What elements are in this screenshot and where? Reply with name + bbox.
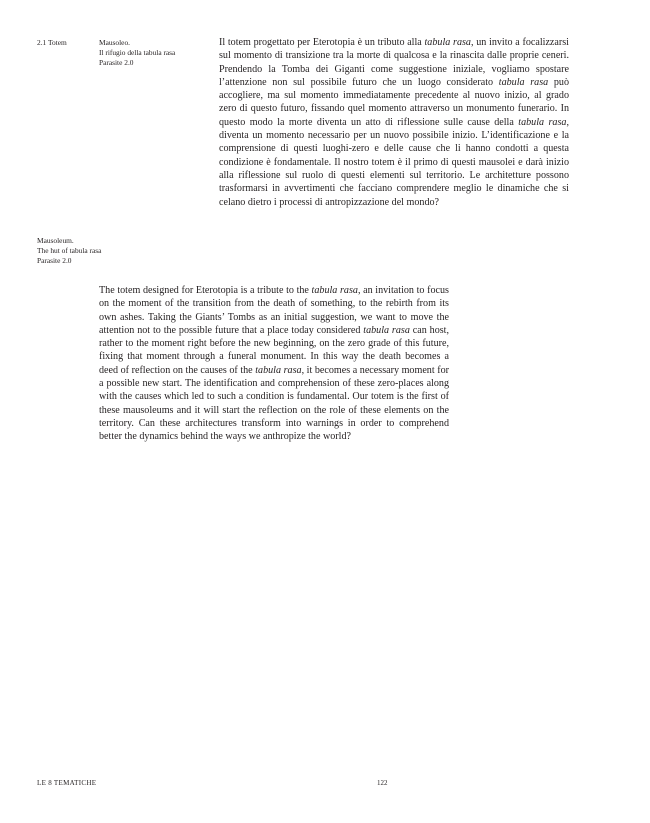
caption-it-subtitle: Il rifugio della tabula rasa xyxy=(99,48,176,57)
body-it-part: , un invito a focalizzarsi sul momento di transizione tra la morte di qualcosa e la rinascita dalle proprie ceneri. Prendendo la Tomba dei Giganti come suggestione iniziale, vogliamo spostare l’attenzione non sul possibile futuro che un luogo considerato xyxy=(219,37,569,88)
caption-en-author: Parasite 2.0 xyxy=(37,256,72,265)
caption-it-title: Mausoleo. xyxy=(99,38,130,47)
caption-en-title: Mausoleum. xyxy=(37,236,74,245)
body-en-part: , an invitation to focus on the moment of the transition from the death of something, to the rebirth from its own ashes. Taking the Giants’ Tombs as an initial suggestion, we want to move the attention not to the possible future that a place today considered xyxy=(99,285,449,336)
footer-chapter: LE 8 TEMATICHE xyxy=(37,779,97,787)
section-label: 2.1 Totem xyxy=(37,38,67,47)
caption-italian xyxy=(99,38,209,68)
caption-english xyxy=(37,236,157,266)
body-en-part: can host, rather to the moment right before the new beginning, on the zero grade of this future, fixing that moment through a funeral monument. In this way the death becomes a deed of reflection on the causes of the xyxy=(99,324,449,376)
body-it-part: , diventa un momento necessario per un nuovo possibile inizio. L’identificazione e la comprensione di questi luoghi-zero e delle cause che li hanno condotti a questa condizione è fondamentale. Il nostro totem è il primo di questi mausolei e darà inizio alla riflessione sul ruolo di questi elementi sul territorio. Le architetture possono trasformarsi in avvertimenti che facciano comprendere meglio le dinamiche che si celano dietro i processi di antropizzazione del mondo? xyxy=(219,116,569,208)
body-text-italian xyxy=(219,36,569,209)
body-text-english xyxy=(99,284,449,444)
body-en-emphasis: tabula rasa xyxy=(363,324,410,336)
body-en-part: , it becomes a necessary moment for a possible new start. The identification and comprehension of these zero-places along with the causes which led to such a condition is fundamental. Our totem is the first of these mausoleums and it will start the reflection on the role of these elements on the territory. Can these architectures transform into warnings in order to comprehend better the dynamics behind the ways we anthropize the world? xyxy=(99,364,450,443)
caption-en-subtitle: The hut of tabula rasa xyxy=(37,246,102,255)
body-it-part: può accogliere, ma sul momento immediatamente precedente al nuovo inizio, al grado zero di questo futuro, fissando quel momento attraverso un monumento funerario. In questo modo la morte diventa un atto di riflessione sulle cause della xyxy=(219,76,569,128)
body-en-emphasis: tabula rasa xyxy=(311,285,358,296)
body-it-part: Il totem progettato per Eterotopia è un tributo alla xyxy=(219,37,425,48)
body-en-part: The totem designed for Eterotopia is a tribute to the xyxy=(99,285,312,296)
body-en-emphasis: tabula rasa xyxy=(255,364,302,376)
body-it-emphasis: tabula rasa xyxy=(498,76,549,88)
body-it-emphasis: tabula rasa xyxy=(424,37,471,48)
page-number: 122 xyxy=(377,779,388,787)
caption-it-author: Parasite 2.0 xyxy=(99,58,134,67)
body-it-emphasis: tabula rasa xyxy=(518,116,567,128)
